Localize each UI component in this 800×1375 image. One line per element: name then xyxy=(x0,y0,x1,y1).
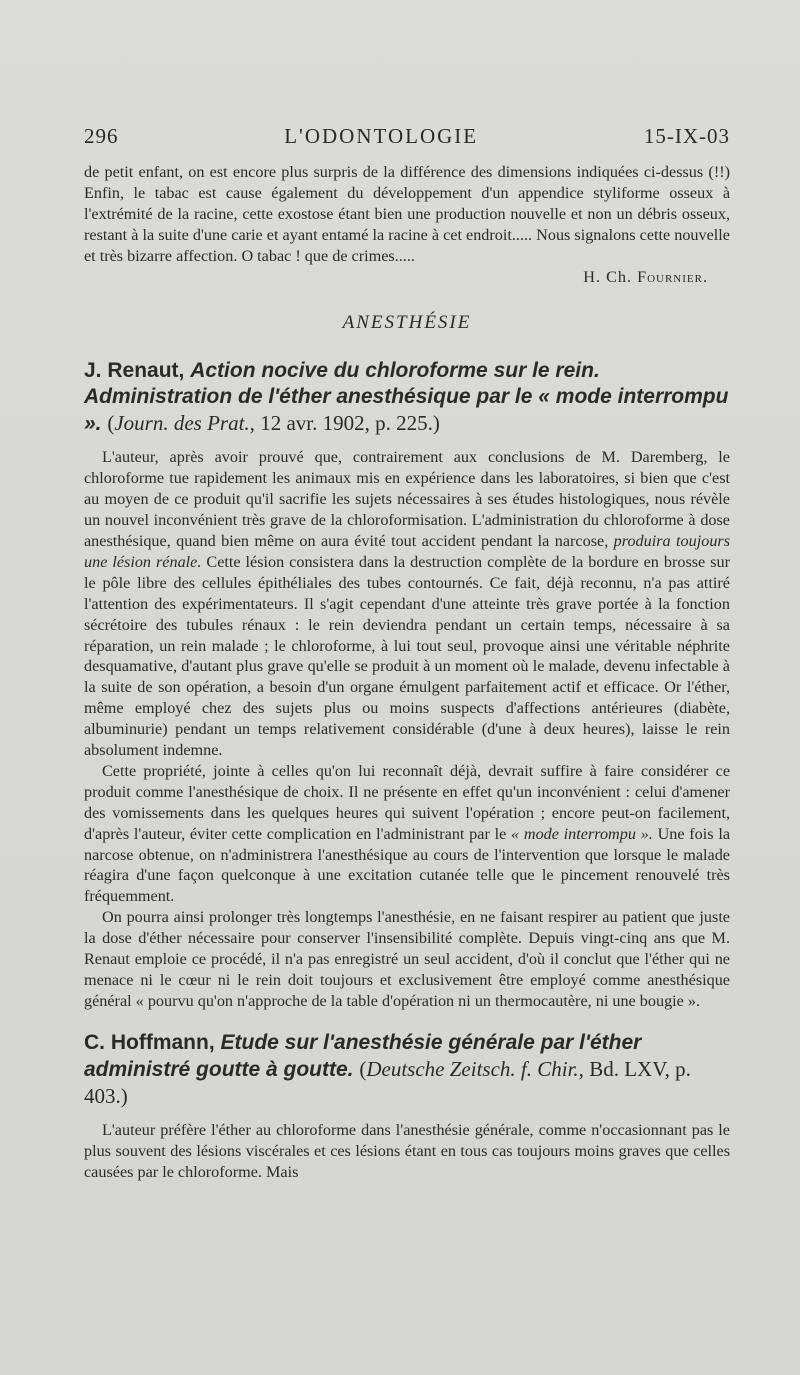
page-body xyxy=(84,162,730,1183)
paragraph-emphasis: « mode interrompu ». xyxy=(511,824,653,843)
article-paragraph xyxy=(84,447,730,761)
signature-name: H. Ch. xyxy=(583,267,633,286)
paragraph-emphasis: produira toujours une lésion rénale. xyxy=(84,531,731,571)
article-author: C. Hoffmann, xyxy=(84,1030,215,1054)
running-header xyxy=(84,124,730,149)
page-number: 296 xyxy=(84,124,119,148)
article-heading xyxy=(84,1030,730,1110)
issue-date: 15-IX-03 xyxy=(643,124,730,148)
article-paragraph xyxy=(84,761,730,907)
paragraph-text: Une fois la narcose obtenue, on n'administrera l'anesthésique au cours de l'intervention que lorsque le malade réagira d'une façon quelconque à une excitation cutanée telle que le pincement renouvelé très fréquemment. xyxy=(84,824,731,906)
paragraph-text: Cette propriété, jointe à celles qu'on lui reconnaît déjà, devrait suffire à faire considérer ce produit comme l'anesthésique de choix. Il ne présente en effet qu'un inconvénient : celui d'amener des vomissements dans les quelques heures qui suivent l'opération ; encore peut-on facilement, d'après l'auteur, éviter cette complication en l'administrant par le xyxy=(84,761,730,843)
article-author: J. Renaut, xyxy=(84,359,185,383)
article-paragraph: On pourra ainsi prolonger très longtemps l'anesthésie, en ne faisant respirer au patient que juste la dose d'éther nécessaire pour conserver l'insensibilité complète. Depuis vingt-cinq ans que M. Renaut emploie ce procédé, il n'a pas enregistré un seul accident, d'où il conclut que l'éther qui ne menace ni le cœur ni le rein doit toujours et exclusivement être employé comme anesthésique général « pourvu qu'on n'approche de la table d'opération ni un thermocautère, ni une bougie ». xyxy=(84,908,730,1010)
reference-open: ( xyxy=(359,1056,367,1081)
spacer xyxy=(84,1012,730,1026)
section-title: ANESTHÉSIE xyxy=(342,312,472,334)
paragraph-text: Cette lésion consistera dans la destruction complète de la bordure en brosse sur le pôle libre des cellules épithéliales des tubes contournés. Ce fait, déjà reconnu, n'a pas attiré l'attention des expérimentateurs. Il s'agit cependant d'une atteinte très grave portée à la fonction sécrétoire des tubules rénaux : le rein deviendra pendant un certain temps, nécessaire à sa réparation, un rein malade ; le chloroforme, à lui tout seul, provoque ainsi une véritable néphrite desquamative, d'autant plus grave qu'elle se produit à un moment où le malade, devenu infectable à la suite de son opération, a besoin d'un organe émulgent parfaitement actif et efficace. Or l'éther, même employé chez des sujets plus ou moins suspects d'affections antérieures (diabète, albuminurie) pendant un temps relativement considérable (d'une à deux heures), laisse le rein absolument indemne. xyxy=(84,552,731,760)
signature xyxy=(84,267,730,288)
intro-paragraph: de petit enfant, on est encore plus surpris de la différence des dimensions indiquées ci-dessus (!!) Enfin, le tabac est cause également du développement d'un appendice styliforme osseux à l'extrémité de la racine, cette exostose étant bien une production nouvelle et non un débris osseux, restant à la suite d'une carie et ayant entamé la racine à cet endroit..... Nous signalons cette nouvelle et très bizarre affection. O tabac ! que de crimes..... xyxy=(84,163,730,265)
reference-journal: Deutsche Zeitsch. f. Chir., xyxy=(366,1056,584,1081)
paragraph-text: L'auteur, après avoir prouvé que, contrairement aux conclusions de M. Daremberg, le chloroforme tue rapidement les animaux mis en expérience dans les laboratoires, si bien que c'est au moyen de ce produit qu'il sacrifie les sujets nécessaires à ses études histologiques, nous révèle un nouvel inconvénient très grave de la chloroformisation. L'administration du chloroforme à dose anesthésique, quand bien même on aura évité tout accident pendant la narcose, xyxy=(84,448,730,550)
reference-journal: Journ. des Prat., xyxy=(114,411,255,436)
reference-details: Bd. LXV, p. 403.) xyxy=(84,1056,691,1108)
article-title: Etude sur l'anesthésie générale par l'éther administré goutte à goutte. xyxy=(84,1030,642,1081)
reference-open: ( xyxy=(107,411,115,436)
article-heading xyxy=(84,358,730,437)
journal-title: L'ODONTOLOGIE xyxy=(284,124,479,148)
article-paragraph: L'auteur préfère l'éther au chloroforme dans l'anesthésie générale, comme n'occasionnant pas le plus souvent des lésions viscérales et ces lésions étant en tous cas toujours moins graves que celles causées par le chloroforme. Mais xyxy=(84,1120,730,1181)
signature-surname: Fournier. xyxy=(637,267,708,286)
article-reference xyxy=(107,411,439,435)
article-title: Action nocive du chloroforme sur le rein. Administration de l'éther anesthésique par le « mode interrompu ». xyxy=(84,359,729,436)
reference-details: 12 avr. 1902, p. 225.) xyxy=(260,411,440,436)
